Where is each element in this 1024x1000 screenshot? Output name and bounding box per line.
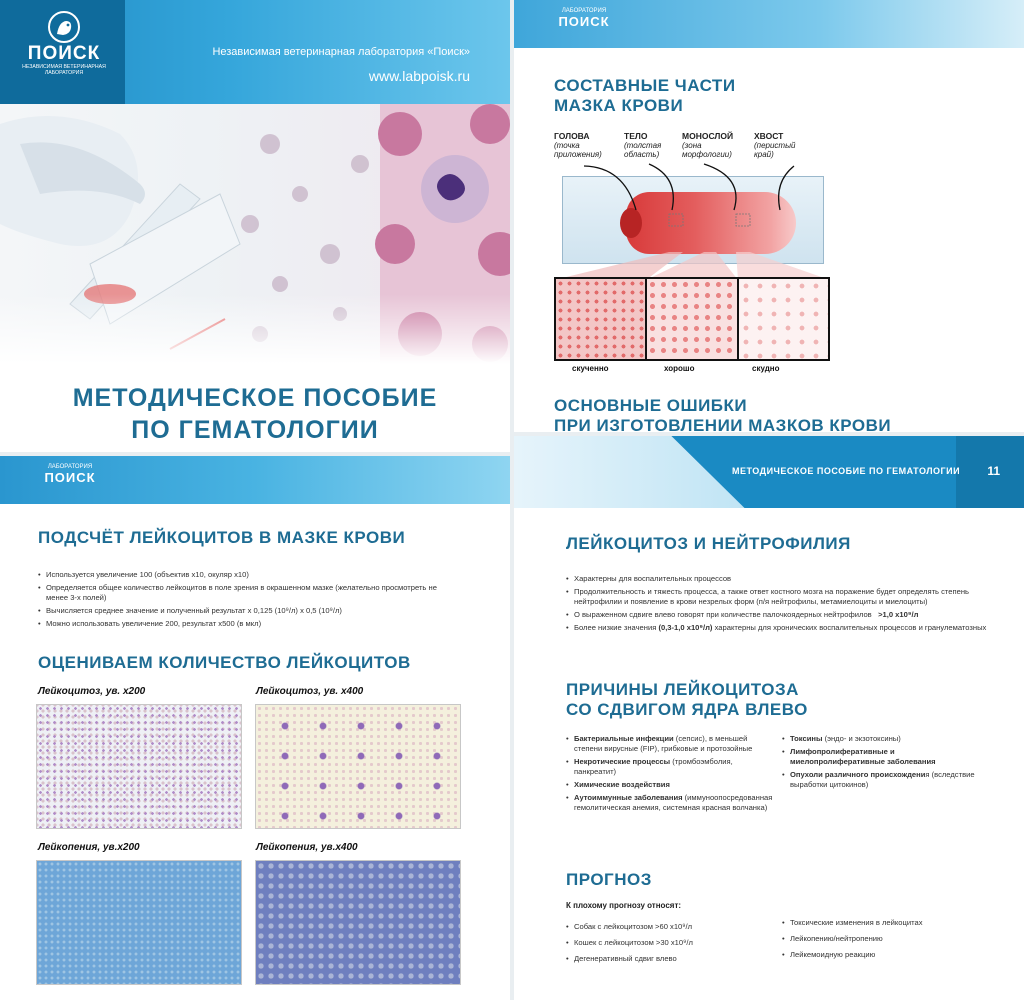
cover-page [0, 0, 510, 452]
label-tail-sub2: край) [754, 150, 774, 159]
list-item: • Используется увеличение 100 (объектив x10, окуляр x10) [38, 570, 438, 580]
header-logo [544, 8, 624, 29]
list-item: • Лейкопению/нейтропению [782, 934, 982, 944]
cover-header [0, 0, 510, 104]
prognosis-right-list [782, 918, 982, 966]
section-title-line1: СОСТАВНЫЕ ЧАСТИ [554, 76, 736, 95]
header-logo-top: ЛАБОРАТОРИЯ [561, 8, 607, 14]
count-list [38, 570, 438, 632]
list-item: • Лейкемоидную реакцию [782, 950, 982, 960]
list-item: • Некротические процессы (тромбоэмболия, панкреатит) [566, 757, 776, 777]
list-item: • Лимфопролиферативные и миелопролиферативные заболевания [782, 747, 982, 767]
page-header [514, 436, 1024, 508]
causes-right-list [782, 734, 982, 793]
errors-title-line1: ОСНОВНЫЕ ОШИБКИ [554, 396, 748, 415]
list-item: • Вычисляется среднее значение и полученный результат x 0,125 (10⁹/л) x 0,5 (10⁹/л) [38, 606, 438, 616]
prognosis-left-list [566, 922, 776, 970]
label-head-title: ГОЛОВА [554, 131, 590, 141]
list-item: • Аутоиммунные заболевания (иммуноопосредованная гемолитическая анемия, системная красная волчанка) [566, 793, 776, 813]
shift-value: >1,0 x10⁹/л [878, 610, 919, 619]
label-head-sub1: (точка [554, 141, 580, 150]
leukopenia-x200-image [36, 860, 242, 985]
list-item: • О выраженном сдвиге влево говорят при количестве палочкоядерных нейтрофилов >1,0 x10⁹/л [566, 610, 996, 620]
errors-title-line2: ПРИ ИЗГОТОВЛЕНИИ МАЗКОВ КРОВИ [554, 416, 892, 432]
smear-components-page [514, 0, 1024, 432]
list-item: • Кошек с лейкоцитозом >30 x10⁹/л [566, 938, 776, 948]
label-body-sub2: область) [624, 150, 660, 159]
cover-title-line1: МЕТОДИЧЕСКОЕ ПОСОБИЕ [72, 384, 438, 412]
causes-title-line1: ПРИЧИНЫ ЛЕЙКОЦИТОЗА [566, 680, 799, 699]
leukocytosis-list [566, 574, 996, 636]
caption-sparse: скудно [752, 364, 780, 373]
lab-name: Независимая ветеринарная лаборатория «Поиск» [212, 46, 470, 58]
label-monolayer-sub1: (зона [682, 141, 702, 150]
logo-band [0, 0, 125, 104]
label-monolayer-title: МОНОСЛОЙ [682, 131, 734, 141]
leukocyte-count-page [0, 456, 510, 1000]
header-logo-name: ПОИСК [44, 470, 96, 485]
cat-dog-logo-icon [46, 10, 82, 44]
list-item: • Токсины (эндо- и экзотоксины) [782, 734, 982, 744]
errors-title [554, 396, 891, 432]
leukocytosis-page [514, 436, 1024, 1000]
prognosis-title: ПРОГНОЗ [566, 870, 652, 889]
image-caption: Лейкопения, ув.x400 [256, 842, 358, 853]
header-logo [30, 464, 110, 485]
magnified-good [647, 279, 738, 359]
section-title [554, 76, 736, 116]
cover-title-line2: ПО ГЕМАТОЛОГИИ [131, 416, 379, 444]
list-item: • Характерны для воспалительных процессов [566, 574, 996, 584]
leukocytosis-title: ЛЕЙКОЦИТОЗ И НЕЙТРОФИЛИЯ [566, 534, 851, 553]
image-caption: Лейкоцитоз, ув. x200 [38, 686, 146, 697]
label-monolayer-sub2: морфологии) [682, 150, 732, 159]
image-caption: Лейкопения, ув.x200 [38, 842, 140, 853]
cover-photo [0, 104, 510, 364]
label-tail-title: ХВОСТ [754, 131, 784, 141]
list-item: • Химические воздействия [566, 780, 776, 790]
list-item: • Бактериальные инфекции (сепсис), в меньшей степени вирусные (FIP), грибковые и протозойные [566, 734, 776, 754]
running-title: МЕТОДИЧЕСКОЕ ПОСОБИЕ ПО ГЕМАТОЛОГИИ [732, 466, 961, 476]
leukocytosis-x200-image [36, 704, 242, 829]
magnified-sparse [739, 279, 828, 359]
label-body-sub1: (толстая [624, 141, 662, 150]
logo-name: ПОИСК [27, 43, 101, 64]
list-item: • Дегенеративный сдвиг влево [566, 954, 776, 964]
causes-title-line2: СО СДВИГОМ ЯДРА ВЛЕВО [566, 700, 808, 719]
list-item: • Собак с лейкоцитозом >60 x10⁹/л [566, 922, 776, 932]
label-body-title: ТЕЛО [624, 131, 648, 141]
logo-subtitle-1: НЕЗАВИСИМАЯ ВЕТЕРИНАРНАЯ [22, 64, 106, 70]
magnified-views [554, 277, 830, 361]
cover-title [0, 382, 510, 446]
list-item: • Более низкие значения (0,3-1,0 x10⁹/л) характерны для хронических воспалительных процессов и гранулематозных [566, 623, 996, 633]
image-caption: Лейкоцитоз, ув. x400 [256, 686, 364, 697]
list-item: • Токсические изменения в лейкоцитах [782, 918, 982, 928]
list-item: • Опухоли различного происхождения (вследствие выработки цитокинов) [782, 770, 982, 790]
header-logo-name: ПОИСК [558, 14, 610, 29]
section-title-line2: МАЗКА КРОВИ [554, 96, 684, 115]
list-item: • Определяется общее количество лейкоцитов в поле зрения в окрашенном мазке (желательно просмотреть не менее 3-х полей) [38, 583, 438, 603]
label-head-sub2: приложения) [554, 150, 602, 159]
list-item: • Продолжительность и тяжесть процесса, а также ответ костного мозга на поражение будет определять степень нейтрофилии и появление в крови незрелых форм (п/я нейтрофилы, метамиелоциты и миелоциты) [566, 587, 996, 607]
page-number: 11 [987, 464, 1000, 478]
magnified-crowded [556, 279, 647, 359]
prognosis-subtitle: К плохому прогнозу относят: [566, 901, 682, 910]
causes-left-list [566, 734, 776, 816]
logo-subtitle-2: ЛАБОРАТОРИЯ [44, 70, 84, 76]
list-item: • Можно использовать увеличение 200, результат x500 (в мкл) [38, 619, 438, 629]
low-value: (0,3-1,0 x10⁹/л) [658, 623, 713, 632]
leukocytosis-x400-image [255, 704, 461, 829]
count-title: ПОДСЧЁТ ЛЕЙКОЦИТОВ В МАЗКЕ КРОВИ [38, 528, 406, 547]
header-logo-top: ЛАБОРАТОРИЯ [47, 464, 93, 470]
caption-crowded: скученно [572, 364, 609, 373]
page-header [514, 0, 1024, 48]
lab-url[interactable]: www.labpoisk.ru [368, 68, 470, 84]
leukopenia-x400-image [255, 860, 461, 985]
caption-good: хорошо [664, 364, 695, 373]
causes-title [566, 680, 808, 720]
smear-diagram [554, 132, 834, 377]
label-tail-sub1: (перистый [754, 141, 796, 150]
page-header [0, 456, 510, 504]
estimate-title: ОЦЕНИВАЕМ КОЛИЧЕСТВО ЛЕЙКОЦИТОВ [38, 653, 411, 672]
poisk-logo [22, 10, 106, 76]
